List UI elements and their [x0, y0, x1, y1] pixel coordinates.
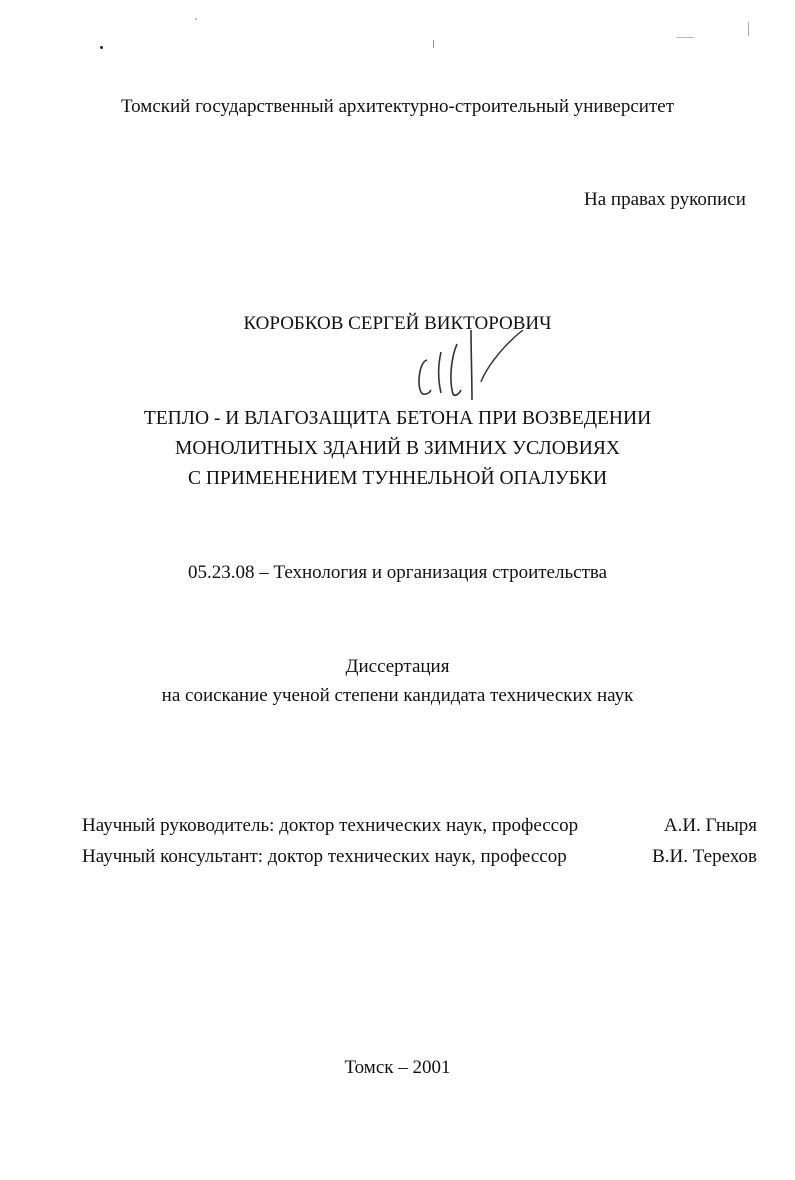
staff-name: В.И. Терехов [652, 846, 757, 867]
scan-speck [748, 22, 749, 36]
scan-speck [195, 18, 197, 20]
university-name: Томский государственный архитектурно-строительный университет [120, 96, 675, 117]
title-line: ТЕПЛО - И ВЛАГОЗАЩИТА БЕТОНА ПРИ ВОЗВЕДЕНИИ [143, 408, 652, 429]
scan-speck [676, 37, 694, 38]
manuscript-note: На правах рукописи [584, 189, 746, 210]
author-name: КОРОБКОВ СЕРГЕЙ ВИКТОРОВИЧ [243, 313, 552, 334]
title-line: МОНОЛИТНЫХ ЗДАНИЙ В ЗИМНИХ УСЛОВИЯХ [175, 438, 620, 459]
staff-name: А.И. Гныря [663, 815, 757, 836]
specialty-code: 05.23.08 – Технология и организация строительства [187, 562, 608, 583]
title-line: С ПРИМЕНЕНИЕМ ТУННЕЛЬНОЙ ОПАЛУБКИ [187, 468, 608, 489]
scan-speck [100, 46, 103, 49]
signature-icon [405, 330, 535, 400]
dissertation-title [0, 404, 795, 494]
staff-role: Научный руководитель: доктор технических наук, профессор [82, 815, 579, 836]
work-type: Диссертация [345, 656, 450, 677]
degree-statement: на соискание ученой степени кандидата технических наук [161, 685, 634, 706]
scan-speck [433, 40, 434, 48]
staff-role: Научный консультант: доктор технических наук, профессор [82, 846, 567, 867]
place-year: Томск – 2001 [344, 1057, 451, 1078]
